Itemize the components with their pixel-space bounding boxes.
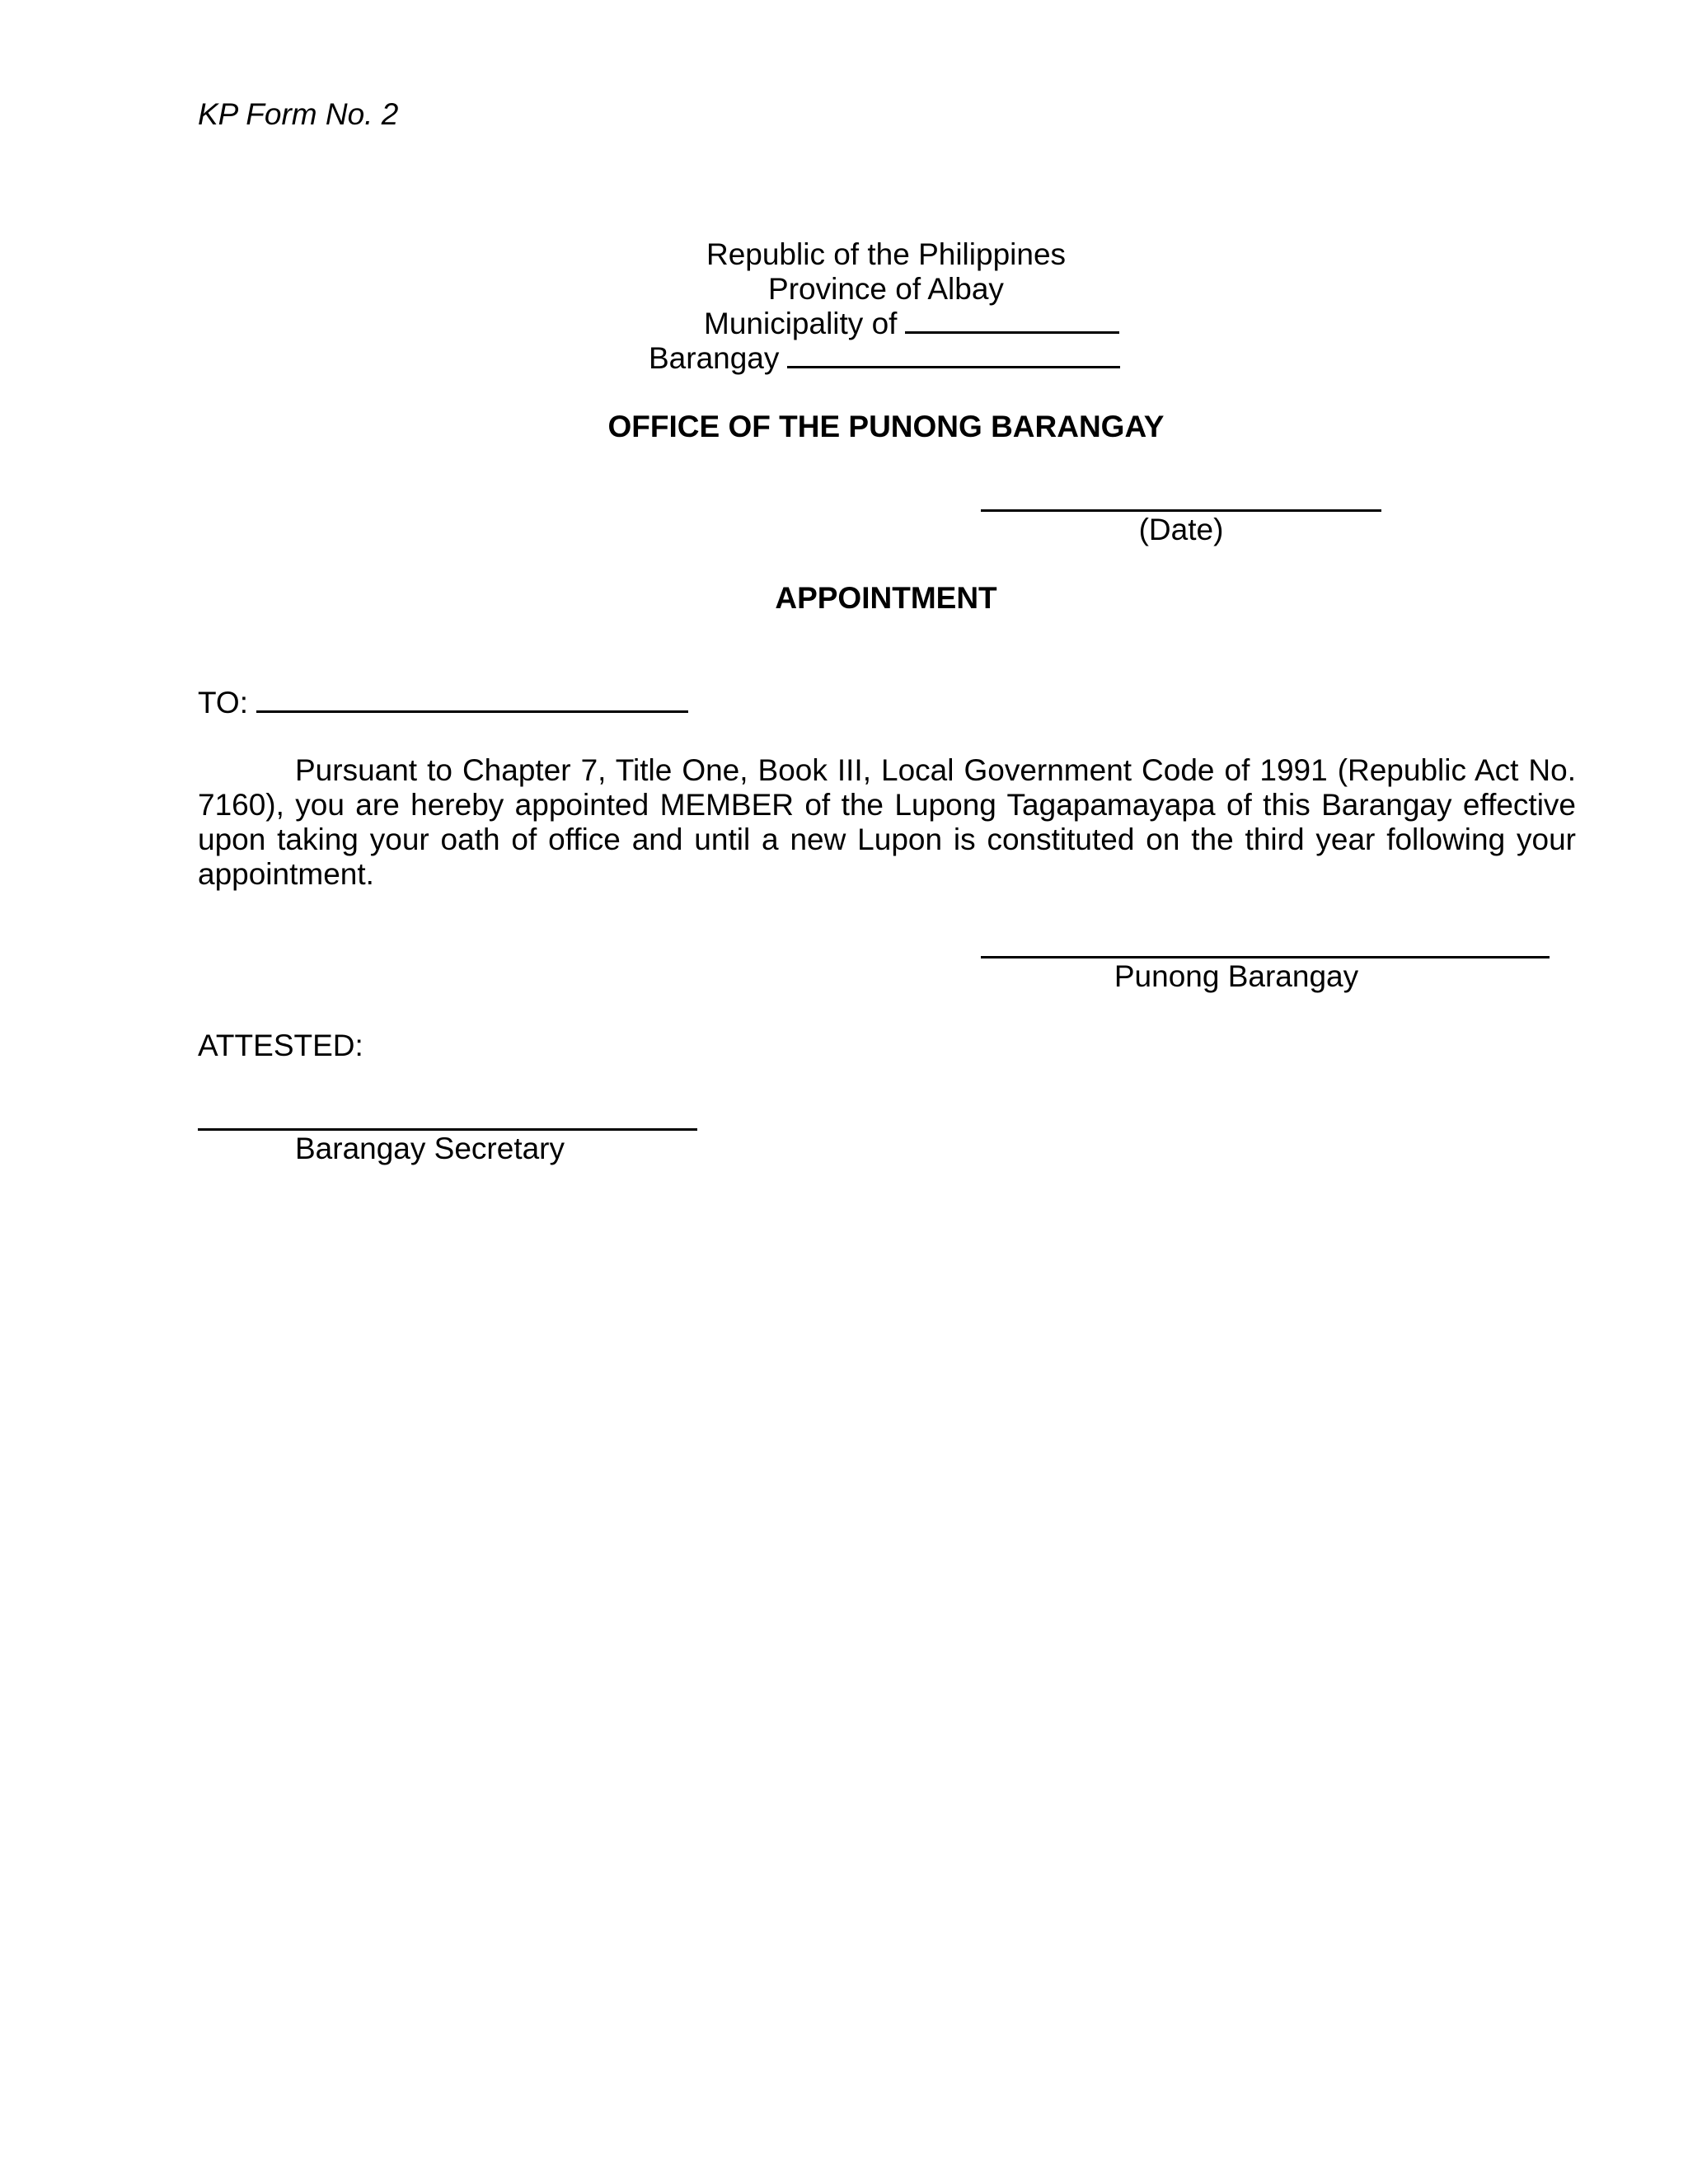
date-blank[interactable] [981,509,1381,512]
to-line [198,686,688,720]
municipality-blank[interactable] [905,307,1119,334]
signatory-caption: Punong Barangay [1114,959,1359,993]
office-title: OFFICE OF THE PUNONG BARANGAY [607,410,1165,443]
attested-label: ATTESTED: [198,1029,363,1062]
header-province: Province of Albay [768,272,1004,306]
form-number-label: KP Form No. 2 [198,97,399,131]
barangay-blank[interactable] [787,341,1120,368]
barangay-label: Barangay [649,341,780,375]
to-blank[interactable] [256,686,688,713]
to-label: TO: [198,686,248,719]
date-caption: (Date) [1138,513,1224,546]
punong-barangay-signature-line[interactable] [981,956,1550,958]
header-republic: Republic of the Philippines [706,237,1067,271]
appointment-body: Pursuant to Chapter 7, Title One, Book III, Local Government Code of 1991 (Republic Act No. 7160), you are hereby appointed MEMBER of the Lupong Tagapamayapa of this Barangay effective upon taking your oath of office and until a new Lupon is constituted on the third year following your appointment. [198,753,1576,891]
municipality-line [704,307,1119,341]
municipality-label: Municipality of [704,307,898,340]
document-title: APPOINTMENT [775,581,997,615]
barangay-line [649,341,1120,376]
secretary-caption: Barangay Secretary [295,1132,565,1165]
secretary-signature-line[interactable] [198,1128,697,1131]
